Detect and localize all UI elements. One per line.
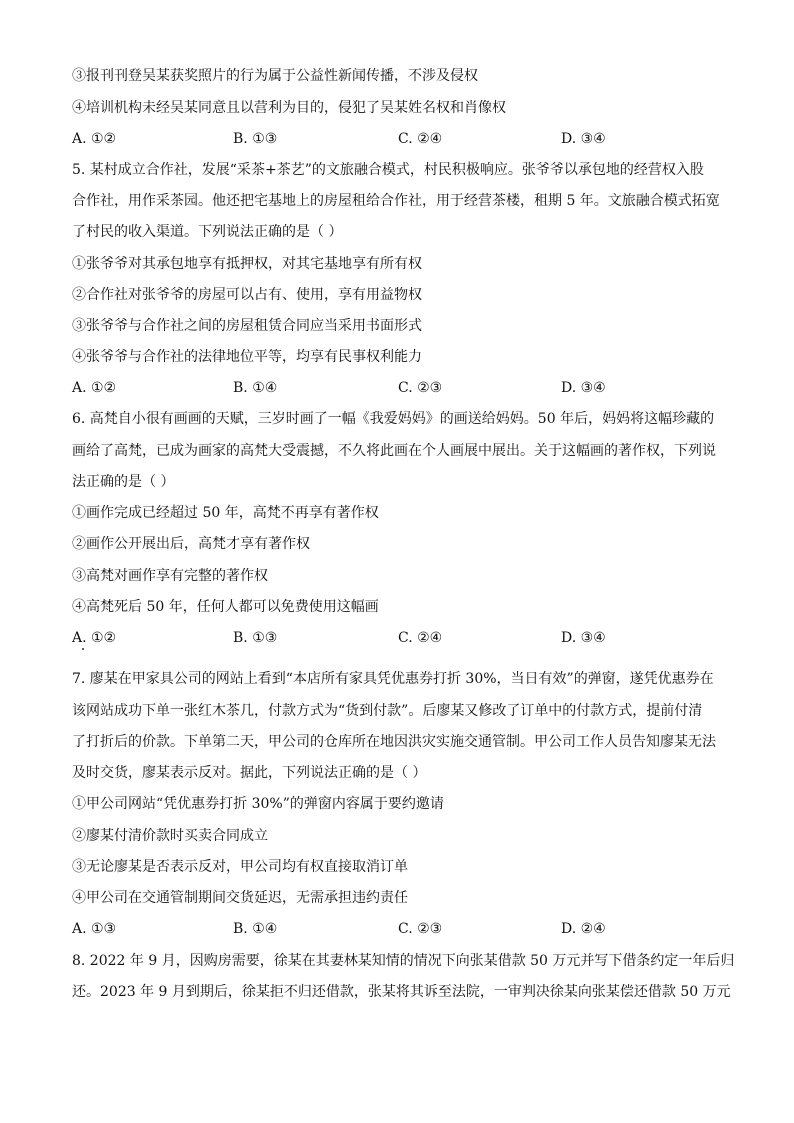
q4-options bbox=[72, 129, 722, 149]
q4-statement-4: ④培训机构未经吴某同意且以营利为目的，侵犯了吴某姓名权和肖像权 bbox=[72, 100, 506, 116]
q5-stem-line-2: 合作社，用作采茶园。他还把宅基地上的房屋租给合作社，用于经营茶楼，租期 5 年。文旅融合模式拓宽 bbox=[72, 193, 720, 209]
option-b: B. ①④ bbox=[233, 921, 278, 937]
option-c: C. ②④ bbox=[398, 630, 443, 646]
q6-statement-1: ①画作完成已经超过 50 年，高梵不再享有著作权 bbox=[72, 505, 379, 521]
q6-stem-line-1: 6. 高梵自小很有画画的天赋，三岁时画了一幅《我爱妈妈》的画送给妈妈。50 年后，妈妈将这幅珍藏的 bbox=[72, 411, 715, 427]
q6-statement-4: ④高梵死后 50 年，任何人都可以免费使用这幅画 bbox=[72, 599, 379, 615]
q8-stem-line-1: 8. 2022 年 9 月，因购房需要，徐某在其妻林某知情的情况下向张某借款 50 万元并写下借条约定一年后归 bbox=[72, 953, 735, 969]
q7-stem-line-1: 7. 廖某在甲家具公司的网站上看到“本店所有家具凭优惠券打折 30%，当日有效”的弹窗，遂凭优惠券在 bbox=[72, 671, 714, 687]
option-d: D. ③④ bbox=[561, 630, 606, 646]
q6-stem-line-2: 画给了高梵，已成为画家的高梵大受震撼，不久将此画在个人画展中展出。关于这幅画的著作权，下列说 bbox=[72, 443, 716, 459]
q7-statement-3: ③无论廖某是否表示反对，甲公司均有权直接取消订单 bbox=[72, 859, 408, 875]
option-c: C. ②④ bbox=[398, 131, 443, 147]
stray-mark bbox=[82, 648, 84, 650]
q5-statement-3: ③张爷爷与合作社之间的房屋租赁合同应当采用书面形式 bbox=[72, 318, 422, 334]
option-d: D. ③④ bbox=[561, 131, 606, 147]
q7-stem-line-4: 及时交货，廖某表示反对。据此，下列说法正确的是（ ） bbox=[72, 765, 427, 781]
q6-options bbox=[72, 628, 722, 648]
q7-statement-2: ②廖某付清价款时买卖合同成立 bbox=[72, 828, 268, 844]
q5-stem-line-1: 5. 某村成立合作社，发展“采茶+茶艺”的文旅融合模式，村民积极响应。张爷爷以承包地的经营权入股 bbox=[72, 162, 704, 178]
q5-statement-2: ②合作社对张爷爷的房屋可以占有、使用，享有用益物权 bbox=[72, 287, 422, 303]
option-c: C. ②③ bbox=[398, 921, 443, 937]
option-d: D. ②④ bbox=[561, 921, 606, 937]
q6-statement-3: ③高梵对画作享有完整的著作权 bbox=[72, 568, 268, 584]
q6-stem-line-3: 法正确的是（ ） bbox=[72, 474, 175, 490]
q6-statement-2: ②画作公开展出后，高梵才享有著作权 bbox=[72, 536, 310, 552]
q7-stem-line-2: 该网站成功下单一张红木茶几，付款方式为“货到付款”。后廖某又修改了订单中的付款方式，提前付清 bbox=[72, 703, 703, 719]
q4-statement-3: ③报刊刊登吴某获奖照片的行为属于公益性新闻传播，不涉及侵权 bbox=[72, 68, 478, 84]
option-b: B. ①③ bbox=[233, 630, 278, 646]
option-a: A. ①② bbox=[72, 630, 117, 646]
option-c: C. ②③ bbox=[398, 380, 443, 396]
option-a: A. ①② bbox=[72, 131, 117, 147]
q7-statement-1: ①甲公司网站“凭优惠券打折 30%”的弹窗内容属于要约邀请 bbox=[72, 796, 444, 812]
q5-statement-4: ④张爷爷与合作社的法律地位平等，均享有民事权利能力 bbox=[72, 349, 422, 365]
option-d: D. ③④ bbox=[561, 380, 606, 396]
q5-options bbox=[72, 378, 722, 398]
q7-options bbox=[72, 919, 722, 939]
q5-statement-1: ①张爷爷对其承包地享有抵押权，对其宅基地享有所有权 bbox=[72, 256, 422, 272]
option-b: B. ①④ bbox=[233, 380, 278, 396]
option-a: A. ①③ bbox=[72, 921, 117, 937]
q5-stem-line-3: 了村民的收入渠道。下列说法正确的是（ ） bbox=[72, 224, 343, 240]
q8-stem-line-2: 还。2023 年 9 月到期后，徐某拒不归还借款，张某将其诉至法院，一审判决徐某向张某偿还借款 50 万元 bbox=[72, 984, 731, 1000]
option-b: B. ①③ bbox=[233, 131, 278, 147]
option-a: A. ①② bbox=[72, 380, 117, 396]
q7-statement-4: ④甲公司在交通管制期间交货延迟，无需承担违约责任 bbox=[72, 890, 408, 906]
q7-stem-line-3: 了打折后的价款。下单第二天，甲公司的仓库所在地因洪灾实施交通管制。甲公司工作人员告知廖某无法 bbox=[72, 734, 716, 750]
